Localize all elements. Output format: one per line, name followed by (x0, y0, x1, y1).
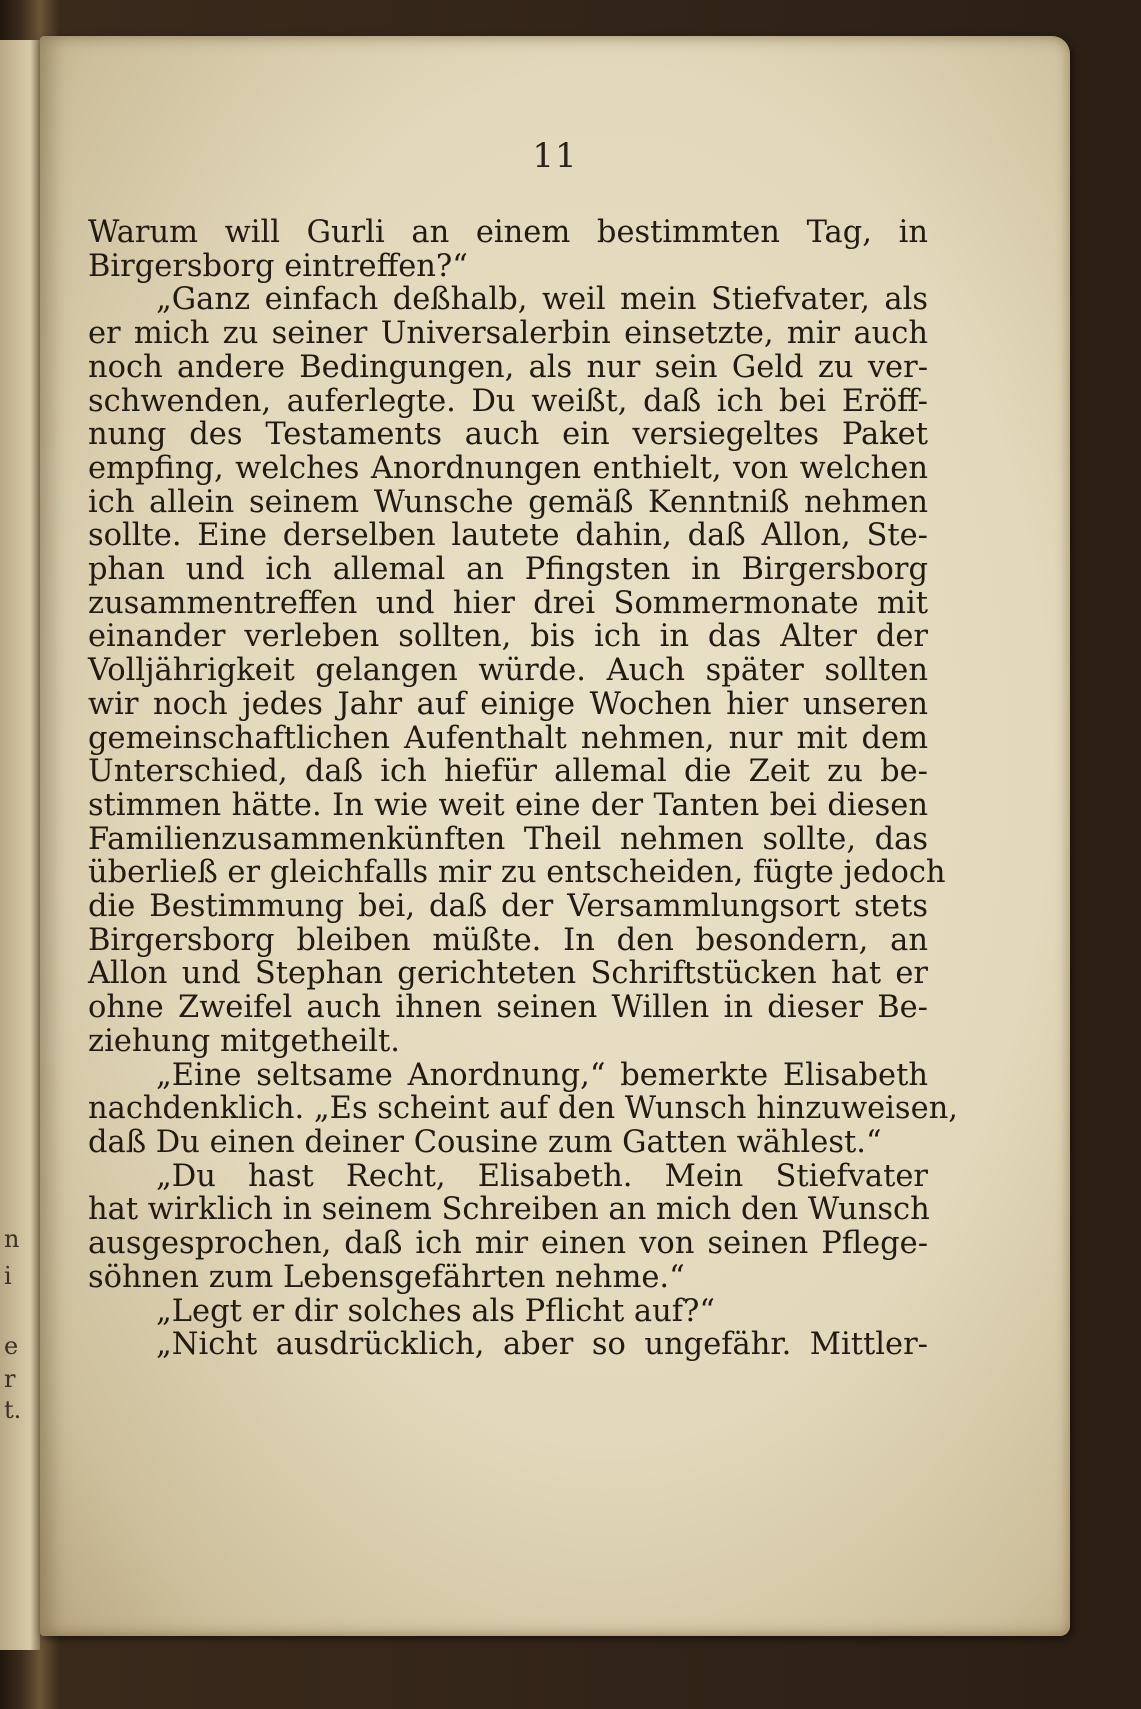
text-line: Birgersborg eintreffen?“ (88, 248, 468, 284)
text-line: überließ er gleichfalls mir zu entscheiden, fügte jedoch (88, 855, 946, 891)
text-line: Volljährigkeit gelangen würde. Auch später sollten (88, 653, 928, 689)
facing-page-letter: n (4, 1225, 20, 1253)
page-text (88, 215, 958, 1363)
text-line: die Bestimmung bei, daß der Versammlungsort stets (88, 889, 928, 925)
text-line: „Legt er dir solches als Pflicht auf?“ (156, 1293, 715, 1329)
text-line: zusammentreffen und hier drei Sommermonate mit (88, 585, 928, 621)
text-line: hat wirklich in seinem Schreiben an mich den Wunsch (88, 1192, 930, 1228)
facing-page-edge (0, 40, 40, 1650)
text-line: Birgersborg bleiben müßte. In den besondern, an (88, 922, 928, 958)
text-line: ohne Zweifel auch ihnen seinen Willen in dieser Be- (88, 990, 928, 1026)
text-line: er mich zu seiner Universalerbin einsetzte, mir auch (88, 316, 928, 352)
text-line: schwenden, auferlegte. Du weißt, daß ich bei Eröff- (88, 383, 928, 419)
text-line: „Ganz einfach deßhalb, weil mein Stiefvater, als (156, 282, 928, 318)
facing-page-letter: i (4, 1262, 12, 1290)
text-line: „Du hast Recht, Elisabeth. Mein Stiefvater (156, 1158, 928, 1194)
facing-page-letter: r (4, 1365, 16, 1393)
text-line: söhnen zum Lebensgefährten nehme.“ (88, 1259, 685, 1295)
text-line: sollte. Eine derselben lautete dahin, daß Allon, Ste- (88, 518, 928, 554)
text-line: daß Du einen deiner Cousine zum Gatten wählest.“ (88, 1124, 882, 1160)
page-number: 11 (532, 136, 578, 176)
text-line: ziehung mitgetheilt. (88, 1023, 400, 1059)
facing-page-letter: t. (4, 1396, 22, 1424)
facing-page-letter: e (4, 1332, 19, 1360)
text-line: Warum will Gurli an einem bestimmten Tag, in (88, 215, 928, 250)
text-line: Familienzusammenkünften Theil nehmen sollte, das (88, 821, 928, 857)
text-line: empfing, welches Anordnungen enthielt, von welchen (88, 450, 928, 486)
text-line: stimmen hätte. In wie weit eine der Tanten bei diesen (88, 787, 928, 823)
text-line: gemeinschaftlichen Aufenthalt nehmen, nur mit dem (88, 720, 928, 756)
text-line: nung des Testaments auch ein versiegeltes Paket (88, 417, 928, 453)
text-line: ich allein seinem Wunsche gemäß Kenntniß nehmen (88, 484, 928, 520)
text-line: einander verleben sollten, bis ich in das Alter der (88, 619, 928, 655)
text-line: phan und ich allemal an Pfingsten in Birgersborg (88, 552, 928, 588)
text-line: „Eine seltsame Anordnung,“ bemerkte Elisabeth (156, 1057, 928, 1093)
text-line: ausgesprochen, daß ich mir einen von seinen Pflege- (88, 1226, 928, 1262)
text-line: wir noch jedes Jahr auf einige Wochen hier unseren (88, 686, 928, 722)
text-line: Unterschied, daß ich hiefür allemal die Zeit zu be- (88, 754, 928, 790)
text-line: nachdenklich. „Es scheint auf den Wunsch hinzuweisen, (88, 1091, 958, 1127)
text-line: „Nicht ausdrücklich, aber so ungefähr. Mittler- (156, 1327, 928, 1363)
text-line: Allon und Stephan gerichteten Schriftstücken hat er (88, 956, 928, 992)
text-line: noch andere Bedingungen, als nur sein Geld zu ver- (88, 349, 928, 385)
book-page (40, 36, 1070, 1636)
